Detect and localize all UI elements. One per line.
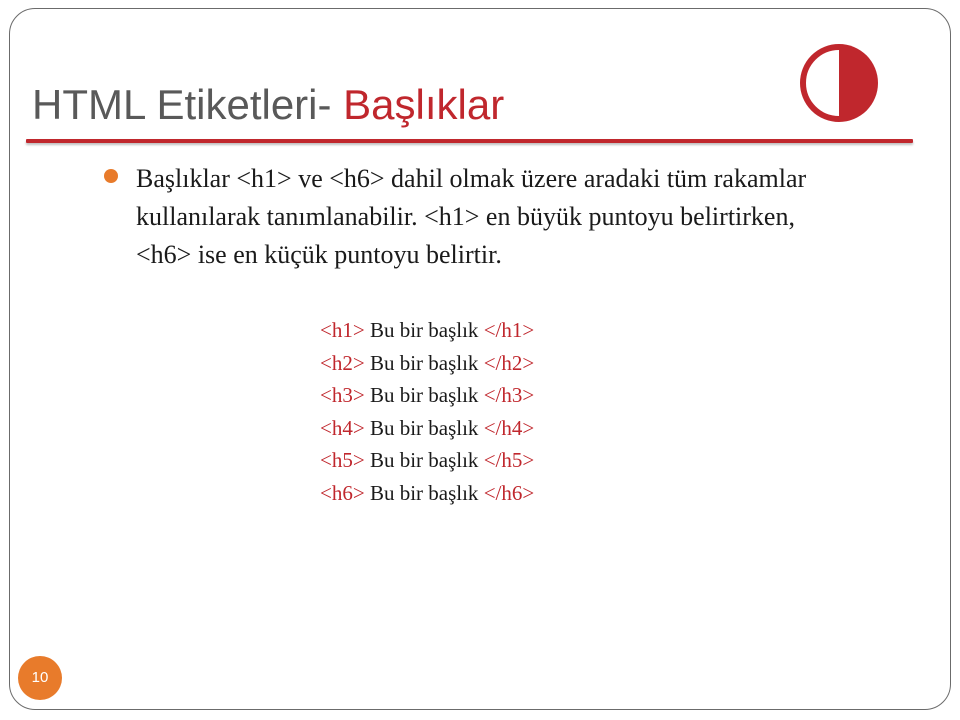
open-tag: <h1>	[320, 318, 365, 342]
heading-example-line	[320, 379, 534, 412]
metu-logo-icon	[798, 42, 880, 124]
open-tag: <h6>	[320, 480, 365, 505]
close-tag: </h1>	[483, 318, 535, 342]
bullet-text: Başlıklar <h1> ve <h6> dahil olmak üzere aradaki tüm rakamlar kullanılarak tanımlanabilir. <h1> en büyük puntoyu belirtirken, <h6> ise en küçük puntoyu belirtir.	[136, 164, 807, 269]
example-text: Bu bir başlık	[364, 383, 484, 407]
close-tag: </h3>	[483, 383, 535, 407]
heading-example-line	[320, 477, 534, 510]
title-accent: Başlıklar	[343, 81, 505, 128]
example-text: Bu bir başlık	[364, 415, 484, 440]
title-main: HTML Etiketleri-	[32, 81, 344, 128]
example-text: Bu bir başlık	[364, 318, 484, 342]
open-tag: <h5>	[320, 448, 365, 472]
heading-example-line	[320, 444, 534, 477]
title-underline	[26, 139, 913, 143]
bullet-dot-icon	[104, 169, 118, 183]
close-tag: </h2>	[483, 350, 535, 375]
page-number-badge: 10	[18, 656, 62, 700]
open-tag: <h4>	[320, 415, 365, 440]
close-tag: </h4>	[483, 415, 535, 440]
open-tag: <h3>	[320, 383, 365, 407]
heading-example-line	[320, 314, 534, 347]
heading-example-line	[320, 347, 534, 380]
heading-examples-list	[320, 314, 534, 509]
close-tag: </h5>	[483, 448, 535, 472]
example-text: Bu bir başlık	[364, 350, 484, 375]
example-text: Bu bir başlık	[364, 480, 484, 505]
example-text: Bu bir başlık	[364, 448, 484, 472]
heading-example-line	[320, 412, 534, 445]
slide-title	[32, 80, 504, 130]
close-tag: </h6>	[483, 480, 535, 505]
open-tag: <h2>	[320, 350, 365, 375]
